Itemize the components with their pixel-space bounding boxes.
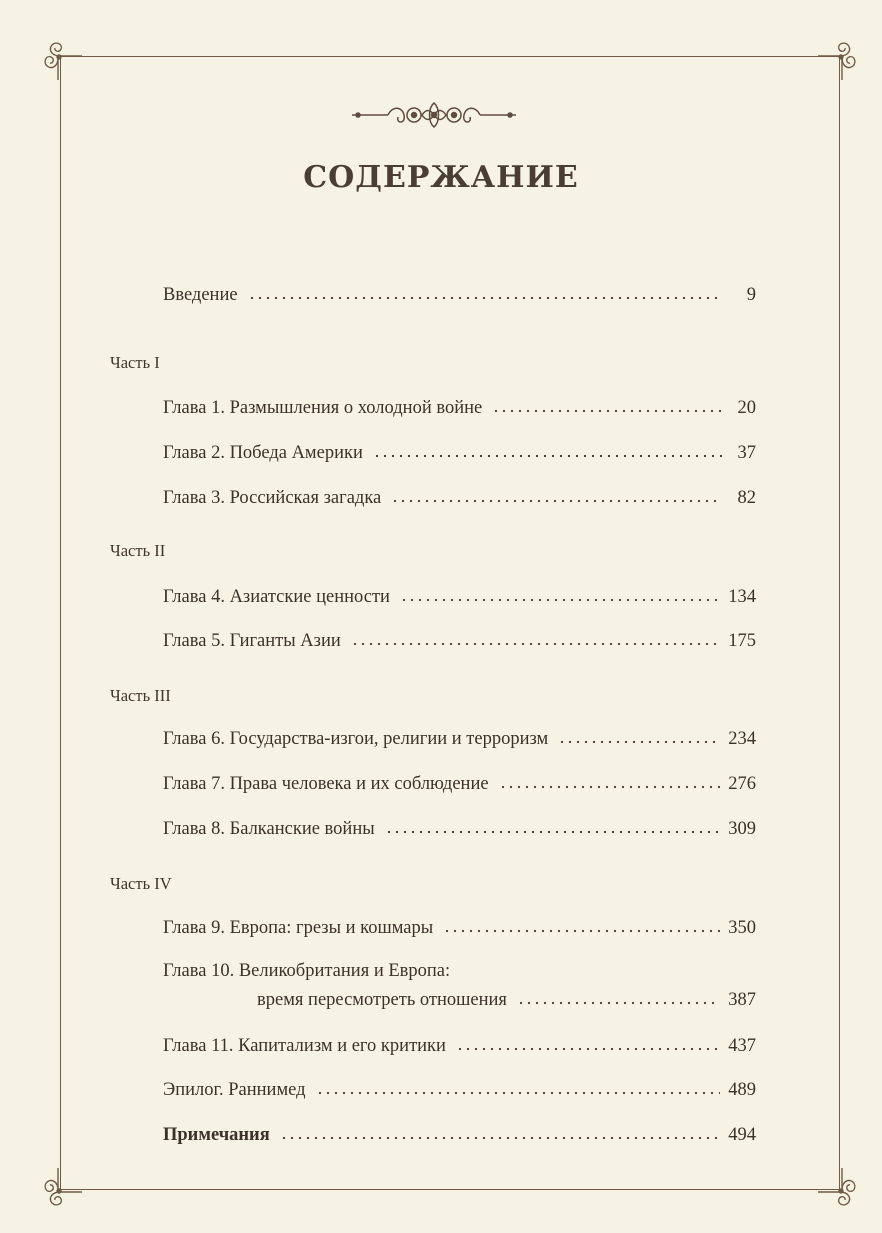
leader-dots: [385, 830, 721, 834]
leader-dots: [492, 409, 722, 413]
toc-entry-chapter[interactable]: [257, 990, 756, 1011]
toc-entry-chapter[interactable]: [163, 819, 756, 840]
toc-entry-chapter[interactable]: [163, 443, 756, 464]
toc-entry-label-line1[interactable]: Глава 10. Великобритания и Европа:: [163, 961, 451, 981]
leader-dots: [499, 785, 721, 789]
corner-flourish-icon: [818, 36, 862, 80]
toc-page-number: 309: [728, 819, 756, 839]
leader-dots: [558, 740, 720, 744]
toc-entry-label: Глава 2. Победа Америки: [163, 443, 363, 463]
leader-dots: [316, 1091, 721, 1095]
toc-entry-label-line2: время пересмотреть отношения: [257, 990, 507, 1010]
toc-entry-label: Глава 6. Государства-изгои, религии и терроризм: [163, 729, 549, 749]
toc-entry-intro[interactable]: [163, 285, 756, 306]
toc-entry-chapter[interactable]: [163, 918, 756, 939]
toc-part-heading: Часть III: [110, 686, 171, 705]
leader-dots: [373, 454, 722, 458]
toc-entry-chapter[interactable]: [163, 488, 756, 509]
toc-page-number: 37: [737, 443, 756, 463]
toc-page-number: 387: [728, 990, 756, 1010]
toc-page-number: 20: [737, 398, 756, 418]
toc-entry-chapter[interactable]: [163, 631, 756, 652]
toc-page-number: 437: [728, 1036, 756, 1056]
toc-page-number: 234: [728, 729, 756, 749]
toc-page-number: 350: [728, 918, 756, 938]
toc-entry-chapter[interactable]: [163, 398, 756, 419]
leader-dots: [248, 296, 722, 300]
toc-entry-label: Глава 7. Права человека и их соблюдение: [163, 774, 489, 794]
toc-entry-chapter[interactable]: [163, 729, 756, 750]
toc-page-number: 494: [728, 1125, 756, 1145]
corner-flourish-icon: [38, 1168, 82, 1212]
toc-part-heading: Часть II: [110, 541, 166, 560]
toc-entry-label: Глава 11. Капитализм и его критики: [163, 1036, 446, 1056]
toc-entry-label: Глава 5. Гиганты Азии: [163, 631, 341, 651]
toc-entry-label: Глава 1. Размышления о холодной войне: [163, 398, 483, 418]
toc-entry-chapter[interactable]: [163, 1036, 756, 1057]
page-frame: [60, 56, 840, 1190]
toc-page-number: 82: [737, 488, 756, 508]
toc-entry-label: Примечания: [163, 1125, 270, 1145]
toc-entry-label: Глава 4. Азиатские ценности: [163, 587, 390, 607]
toc-page-number: 276: [728, 774, 756, 794]
toc-part-heading: Часть I: [110, 353, 160, 372]
toc-entry-label: Глава 9. Европа: грезы и кошмары: [163, 918, 434, 938]
leader-dots: [456, 1047, 720, 1051]
toc-entry-chapter[interactable]: [163, 774, 756, 795]
toc-entry-epilogue[interactable]: [163, 1080, 756, 1101]
corner-flourish-icon: [818, 1168, 862, 1212]
leader-dots: [280, 1136, 721, 1140]
toc-part-heading: Часть IV: [110, 874, 172, 893]
leader-dots: [400, 598, 720, 602]
toc-entry-notes[interactable]: [163, 1125, 756, 1146]
page-title: СОДЕРЖАНИЕ: [303, 160, 579, 195]
toc-page-number: 134: [728, 587, 756, 607]
toc-entry-label: Глава 8. Балканские войны: [163, 819, 375, 839]
leader-dots: [517, 1001, 720, 1005]
toc-entry-chapter[interactable]: [163, 587, 756, 608]
toc-entry-label: Введение: [163, 285, 238, 305]
toc-page-number: 9: [746, 285, 756, 305]
toc-page-number: 175: [728, 631, 756, 651]
leader-dots: [443, 929, 720, 933]
corner-flourish-icon: [38, 36, 82, 80]
header-ornament-icon: [348, 94, 520, 136]
toc-entry-label: Эпилог. Раннимед: [163, 1080, 306, 1100]
leader-dots: [391, 499, 722, 503]
toc-entry-label: Глава 3. Российская загадка: [163, 488, 382, 508]
leader-dots: [351, 642, 720, 646]
toc-page-number: 489: [728, 1080, 756, 1100]
